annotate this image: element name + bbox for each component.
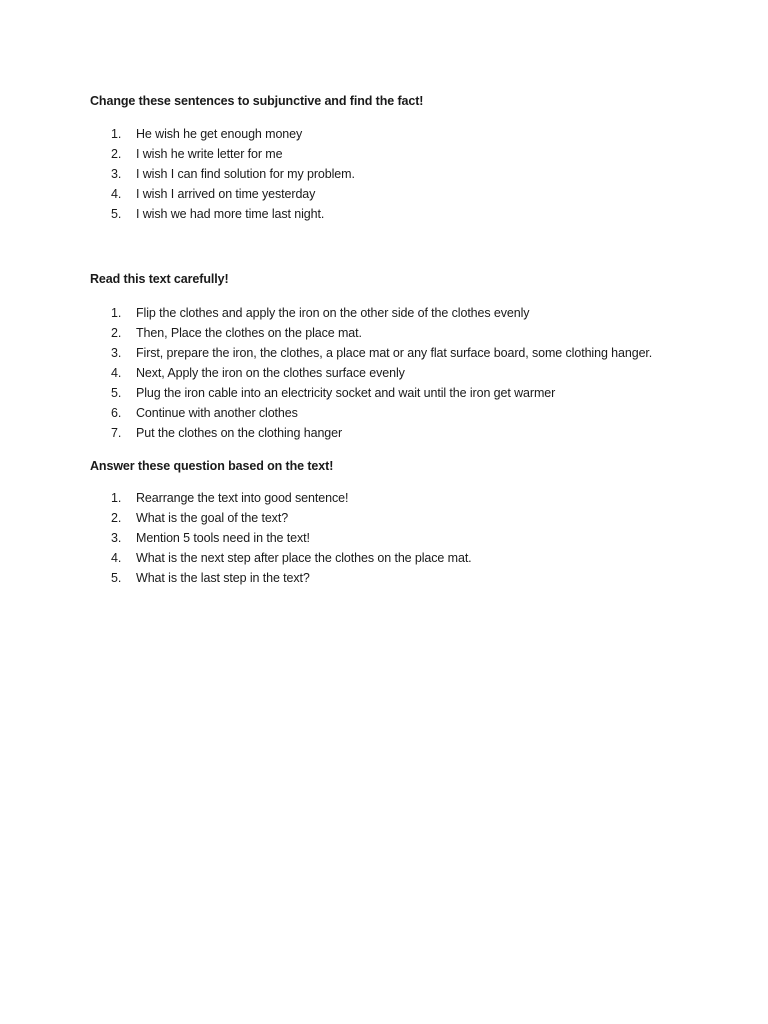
list-number: 2. — [111, 511, 122, 525]
list-text: Plug the iron cable into an electricity socket and wait until the iron get warmer — [136, 386, 556, 400]
list-text: What is the next step after place the clothes on the place mat. — [136, 551, 472, 565]
list-text: I wish he write letter for me — [136, 147, 283, 161]
list-text: He wish he get enough money — [136, 127, 303, 141]
list-text: I wish I can find solution for my problem. — [136, 167, 355, 181]
list-text: First, prepare the iron, the clothes, a place mat or any flat surface board, some clothing hanger. — [136, 346, 653, 360]
section-heading-read-text: Read this text carefully! — [90, 272, 229, 286]
list-number: 1. — [111, 306, 122, 320]
list-text: I wish we had more time last night. — [136, 207, 325, 221]
list-text: Put the clothes on the clothing hanger — [136, 426, 343, 440]
list-number: 1. — [111, 491, 122, 505]
list-text: What is the last step in the text? — [136, 571, 310, 585]
list-number: 3. — [111, 531, 122, 545]
list-text: What is the goal of the text? — [136, 511, 289, 525]
list-text: Next, Apply the iron on the clothes surface evenly — [136, 366, 405, 380]
section-heading-questions: Answer these question based on the text! — [90, 459, 334, 473]
list-number: 3. — [111, 346, 122, 360]
list-text: I wish I arrived on time yesterday — [136, 187, 316, 201]
list-number: 5. — [111, 386, 122, 400]
list-text: Flip the clothes and apply the iron on the other side of the clothes evenly — [136, 306, 530, 320]
list-text: Then, Place the clothes on the place mat. — [136, 326, 362, 340]
section-heading-subjunctive: Change these sentences to subjunctive and find the fact! — [90, 94, 424, 108]
list-number: 7. — [111, 426, 122, 440]
list-number: 4. — [111, 187, 122, 201]
list-text: Continue with another clothes — [136, 406, 298, 420]
list-text: Mention 5 tools need in the text! — [136, 531, 310, 545]
list-text: Rearrange the text into good sentence! — [136, 491, 349, 505]
list-number: 4. — [111, 551, 122, 565]
list-number: 5. — [111, 571, 122, 585]
list-number: 1. — [111, 127, 122, 141]
list-number: 5. — [111, 207, 122, 221]
list-number: 6. — [111, 406, 122, 420]
list-number: 2. — [111, 147, 122, 161]
list-number: 4. — [111, 366, 122, 380]
list-number: 2. — [111, 326, 122, 340]
list-number: 3. — [111, 167, 122, 181]
